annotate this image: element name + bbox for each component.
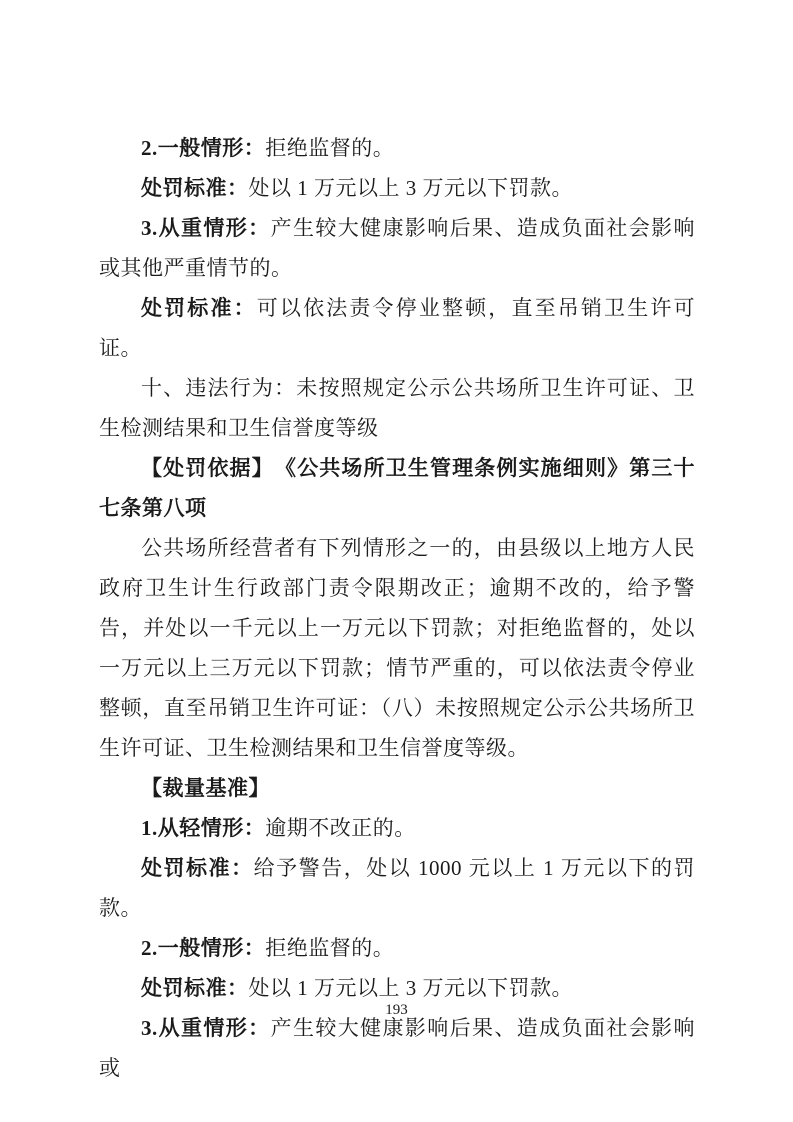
paragraph-label: 【处罚依据】 《公共场所卫生管理条例实施细则》第三十七条第八项 [99, 456, 695, 520]
paragraph-lenient-case-1 [99, 808, 695, 848]
paragraph-severe-case-3 [99, 208, 695, 288]
paragraph-penalty-standard [99, 848, 695, 928]
paragraph-text: 处以 1 万元以上 3 万元以下罚款。 [248, 176, 573, 200]
document-body [99, 128, 695, 1088]
paragraph-label: 2.一般情形： [141, 136, 266, 160]
paragraph-text: 产生较大健康影响后果、造成负面社会影响或 [99, 1016, 695, 1080]
paragraph-label: 处罚标准： [141, 176, 249, 200]
paragraph-regulation-body [99, 528, 695, 768]
paragraph-text: 公共场所经营者有下列情形之一的，由县级以上地方人民政府卫生计生行政部门责令限期改正；逾期不改的，给予警告，并处以一千元以上一万元以下罚款；对拒绝监督的，处以一万元以上三万元以下罚款；情节严重的，可以依法责令停业整顿，直至吊销卫生许可证：（八）未按照规定公示公共场所卫生许可证、卫生检测结果和卫生信誉度等级。 [99, 536, 695, 760]
paragraph-label: 3.从重情形： [141, 216, 271, 240]
paragraph-discretion-benchmark-heading [99, 768, 695, 808]
paragraph-label: 处罚标准： [141, 976, 249, 1000]
paragraph-general-case-2 [99, 928, 695, 968]
paragraph-text: 拒绝监督的。 [265, 136, 395, 160]
paragraph-penalty-standard [99, 288, 695, 368]
page-number: 193 [385, 1002, 408, 1018]
paragraph-general-case-2 [99, 128, 695, 168]
paragraph-text: 给予警告，处以 1000 元以上 1 万元以下的罚款。 [99, 856, 696, 920]
paragraph-penalty-basis-heading [99, 448, 695, 528]
paragraph-label: 【裁量基准】 [141, 776, 270, 800]
paragraph-label: 处罚标准： [141, 856, 254, 880]
paragraph-text: 产生较大健康影响后果、造成负面社会影响或其他严重情节的。 [99, 216, 695, 280]
paragraph-label: 处罚标准： [141, 296, 257, 320]
paragraph-text: 逾期不改正的。 [265, 816, 416, 840]
paragraph-text: 拒绝监督的。 [265, 936, 395, 960]
paragraph-violation-10 [99, 368, 695, 448]
paragraph-label: 2.一般情形： [141, 936, 266, 960]
paragraph-text: 处以 1 万元以上 3 万元以下罚款。 [248, 976, 573, 1000]
paragraph-label: 1.从轻情形： [141, 816, 266, 840]
paragraph-text: 十、违法行为：未按照规定公示公共场所卫生许可证、卫生检测结果和卫生信誉度等级 [99, 376, 695, 440]
paragraph-text: 可以依法责令停业整顿，直至吊销卫生许可证。 [99, 296, 696, 360]
paragraph-label: 3.从重情形： [141, 1016, 271, 1040]
paragraph-penalty-standard [99, 168, 695, 208]
